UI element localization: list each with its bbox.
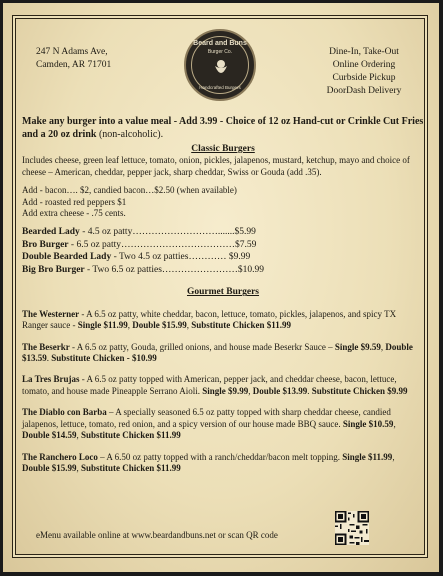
classic-item: Bearded Lady - 4.5 oz patty……………………….......$5.99 bbox=[22, 227, 256, 238]
gourmet-burgers-heading: Gourmet Burgers bbox=[186, 287, 260, 298]
classic-item: Bro Burger - 6.5 oz patty………………………………$7.59 bbox=[22, 239, 257, 250]
address-line-2: Camden, AR 71701 bbox=[36, 60, 112, 70]
address-line-1: 247 N Adams Ave, bbox=[36, 47, 108, 57]
service-item: Online Ordering bbox=[332, 60, 396, 70]
emenu-note: eMenu available online at www.beardandbuns.net or scan QR code bbox=[36, 530, 278, 540]
logo-mid-text: Burger Co. bbox=[207, 49, 233, 55]
gourmet-item: The Westerner - A 6.5 oz patty, white cheddar, bacon, lettuce, tomato, pickles, jalapenos, and spicy TX Ranger sauce - Single $11.99, Double $15.99, Substitute Chicken $11.99 bbox=[22, 308, 397, 331]
logo-top-text: Beard and Buns bbox=[193, 40, 247, 47]
service-item: Dine-In, Take-Out bbox=[329, 47, 399, 57]
addon-item: Add extra cheese - .75 cents. bbox=[22, 208, 126, 219]
menu-content bbox=[22, 115, 424, 474]
addon-item: Add - bacon…. $2, candied bacon…$2.50 (when available) bbox=[22, 185, 237, 196]
classic-description: Includes cheese, green leaf lettuce, tomato, onion, pickles, jalapenos, mustard, ketchup, mayo and choice of cheese – American, cheddar, pepper jack, sharp cheddar, Swiss or Gouda (add .35). bbox=[22, 155, 410, 177]
value-meal-intro: Make any burger into a value meal - Add 3.99 - Choice of 12 oz Hand-cut or Crinkle Cut Fries and a 20 oz drink (non-alcoholic). bbox=[22, 116, 424, 140]
services-list bbox=[319, 46, 409, 98]
beard-face-icon bbox=[213, 58, 229, 78]
address bbox=[36, 46, 111, 72]
classic-burgers-heading: Classic Burgers bbox=[191, 144, 255, 154]
gourmet-item: The Ranchero Loco – A 6.50 oz patty topped with a ranch/cheddar/bacon melt topping. Single $11.99, Double $15.99, Substitute Chicken $11.99 bbox=[22, 451, 395, 473]
gourmet-item: La Tres Brujas - A 6.5 oz patty topped with American, pepper jack, and cheddar cheese, bacon, lettuce, tomato, and house made Pineapple Serrano Aioli. Single $9.99, Double $13.99. Substitute Chicken $9.99 bbox=[22, 374, 408, 396]
restaurant-logo bbox=[184, 29, 256, 101]
service-item: Curbside Pickup bbox=[332, 73, 396, 83]
classic-item: Double Bearded Lady - Two 4.5 oz patties………… $9.99 bbox=[22, 252, 251, 263]
logo-bottom-text: Handcrafted Burgers bbox=[199, 85, 241, 90]
menu-page bbox=[3, 3, 439, 572]
gourmet-item: The Diablo con Barba – A specially seasoned 6.5 oz patty topped with sharp cheddar cheese, candied jalapenos, lettuce, tomato, red onion, and a spicy version of our house made BBQ sauce. Single $10.59, Double $14.59, Substitute Chicken $11.99 bbox=[22, 407, 396, 441]
qr-code-icon[interactable] bbox=[335, 511, 369, 545]
service-item: DoorDash Delivery bbox=[326, 86, 402, 96]
gourmet-item: The Beserkr - A 6.5 oz patty, Gouda, grilled onions, and house made Beserkr Sauce – Single $9.59, Double $13.59. Substitute Chicken - $10.99 bbox=[22, 341, 413, 364]
classic-item: Big Bro Burger - Two 6.5 oz patties……………………$10.99 bbox=[22, 264, 265, 275]
addon-item: Add - roasted red peppers $1 bbox=[22, 196, 127, 207]
